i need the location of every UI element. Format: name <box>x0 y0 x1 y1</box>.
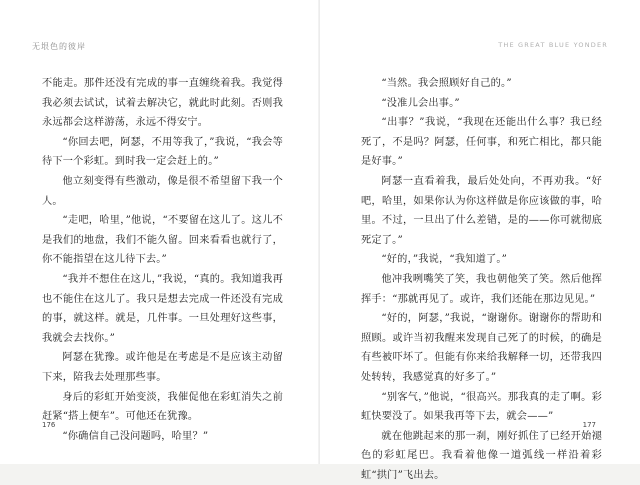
paragraph: “出事？”我说，“我现在还能出什么事？我已经死了，不是吗？阿瑟，任何事，和死亡相比，都只能是好事。” <box>361 117 602 168</box>
paragraph: “走吧，哈里，”他说，“不要留在这儿了。这儿不是我们的地盘，我们不能久留。回来看看也就行了，你不能指望在这儿待下去。” <box>42 215 283 266</box>
paragraph: 阿瑟在犹豫。或许他是在考虑是不是应该主动留下来，陪我去处理那些事。 <box>42 352 283 383</box>
right-running-head: THE GREAT BLUE YONDER <box>498 41 608 49</box>
paragraph: “你回去吧，阿瑟，不用等我了，”我说，“我会等待下一个彩虹。到时我一定会赶上的。” <box>42 136 283 168</box>
left-page-number: 176 <box>42 421 56 429</box>
left-running-head: 无垠色的彼岸 <box>32 42 86 51</box>
paragraph: “我并不想住在这儿，”我说，“真的。我知道我再也不能住在这儿了。我只是想去完成一件还没有完成的事，就这样。就是，几件事。一旦处理好这些事，我就会去找你。” <box>42 273 283 344</box>
paragraph: “好的，阿瑟，”我说，“谢谢你。谢谢你的帮助和照顾。或许当初我醒来发现自己死了的时候，的确是有些被吓坏了。但能有你来给我解释一切，还带我四处转转，我感觉真的好多了。” <box>361 313 602 383</box>
paragraph: 阿瑟一直看着我，最后处处向，不再劝我。“好吧，哈里，如果你认为你这样做是你应该做的事，哈里。不过，一旦出了什么差错，是的——你可就彻底死定了。” <box>361 175 602 246</box>
paragraph: “别客气，”他说，“很高兴。那我真的走了啊。彩虹快要没了。如果我再等下去，就会——” <box>361 391 602 423</box>
right-body-text <box>361 74 602 485</box>
left-body-text <box>42 74 283 446</box>
paragraph: 他立刻变得有些激动，像是很不希望留下我一个人。 <box>42 175 283 207</box>
paragraph: “你确信自己没问题吗，哈里？” <box>62 430 209 442</box>
paragraph: “没准儿会出事。” <box>381 97 460 109</box>
paragraph: 不能走。那件还没有完成的事一直缠绕着我。我觉得我必须去试试，试着去解决它，就此时此刻。否则我永远都会这样游荡，永远不得安宁。 <box>42 78 283 129</box>
paragraph: 就在他跳起来的那一刹，刚好抓住了已经开始褪色的彩虹尾巴。我看着他像一道弧线一样沿着彩虹“拱门”飞出去。 <box>361 430 602 481</box>
paragraph: “好的，”我说，“我知道了。” <box>381 254 508 266</box>
left-page <box>0 0 320 464</box>
paragraph: “当然。我会照顾好自己的。” <box>381 78 512 89</box>
right-page <box>320 0 640 481</box>
right-page-number: 177 <box>582 421 596 429</box>
paragraph: 他冲我咧嘴笑了笑，我也朝他笑了笑。然后他挥挥手：“那就再见了。或许，我们还能在那边见见。” <box>361 273 602 305</box>
paragraph: 身后的彩虹开始变淡，我催促他在彩虹消失之前赶紧“搭上便车”。可他还在犹豫。 <box>42 391 283 423</box>
